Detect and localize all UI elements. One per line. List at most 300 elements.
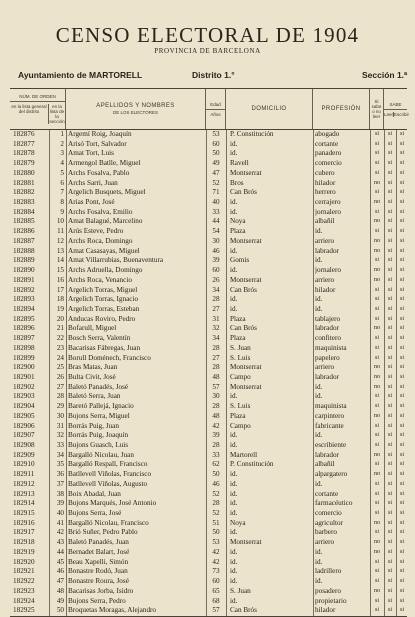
- row-name: Batllevell Viñolas, Francisco: [68, 470, 152, 479]
- row-name: Argelich Torras, Ignacio: [68, 295, 139, 304]
- row-sabe-leer: si: [374, 131, 379, 137]
- row-num-general: 182884: [13, 207, 35, 216]
- row-num-general: 182925: [13, 606, 35, 615]
- table-row: [10, 217, 407, 227]
- row-leer: si: [387, 510, 392, 517]
- row-leer: si: [387, 529, 392, 536]
- row-num-seccion: 20: [56, 314, 64, 323]
- table-header: [10, 89, 410, 130]
- row-profesion: posadero: [315, 586, 341, 595]
- row-num-seccion: 44: [56, 547, 64, 556]
- row-escribir: si: [399, 305, 404, 312]
- row-profesion: maquinista: [315, 343, 347, 352]
- row-num-seccion: 34: [56, 450, 64, 459]
- row-num-seccion: 27: [56, 382, 64, 391]
- row-profesion: id.: [315, 227, 323, 236]
- table-row: [10, 460, 407, 470]
- row-leer: si: [387, 267, 392, 274]
- row-escribir: si: [399, 208, 404, 215]
- row-name: Bernadet Balart, José: [68, 547, 130, 556]
- row-escribir: si: [399, 451, 404, 458]
- row-num-general: 182876: [13, 130, 35, 138]
- row-sabe-leer: si: [374, 393, 379, 400]
- row-profesion: maquinista: [315, 402, 347, 411]
- row-domicilio: P. Constitución: [230, 130, 274, 138]
- table-row: [10, 558, 407, 568]
- row-domicilio: id.: [230, 431, 238, 440]
- row-age: 71: [212, 188, 220, 197]
- row-num-seccion: 21: [56, 324, 64, 333]
- row-name: Bargalló Nicolau, Juan: [68, 450, 134, 459]
- row-domicilio: Martorell: [230, 450, 258, 459]
- row-escribir: si: [399, 558, 404, 565]
- row-leer: si: [387, 490, 392, 497]
- row-profesion: arriero: [315, 363, 335, 372]
- row-name: Borull Doménech, Francisco: [68, 353, 151, 362]
- table-row: [10, 509, 407, 519]
- row-escribir: si: [399, 383, 404, 390]
- row-age: 47: [212, 168, 220, 177]
- row-profesion: hilador: [315, 606, 336, 615]
- row-num-general: 182888: [13, 246, 35, 255]
- row-profesion: id.: [315, 382, 323, 391]
- row-leer: si: [387, 393, 392, 400]
- row-escribir: si: [399, 529, 404, 536]
- row-num-seccion: 6: [60, 178, 64, 187]
- table-row: [10, 528, 407, 538]
- row-num-general: 182913: [13, 489, 35, 498]
- row-leer: si: [387, 325, 392, 332]
- row-num-general: 182923: [13, 586, 35, 595]
- row-escribir: si: [399, 548, 404, 555]
- row-leer: si: [387, 597, 392, 604]
- table-row: [10, 441, 407, 451]
- row-escribir: si: [399, 296, 404, 303]
- row-num-seccion: 11: [57, 227, 64, 236]
- row-age: 46: [212, 246, 220, 255]
- table-row: [10, 305, 407, 315]
- row-age: 32: [212, 324, 220, 333]
- row-name: Bosch Serra, Valentín: [68, 334, 131, 343]
- row-name: Amat Balagué, Marcelino: [68, 217, 143, 226]
- row-profesion: comercio: [315, 159, 342, 168]
- row-domicilio: Can Brós: [230, 324, 257, 333]
- row-escribir: si: [399, 218, 404, 225]
- row-domicilio: id.: [230, 470, 238, 479]
- table-row: [10, 392, 407, 402]
- row-age: 34: [212, 334, 220, 343]
- row-num-general: 182918: [13, 538, 35, 547]
- table-row: [10, 363, 407, 373]
- row-num-seccion: 9: [60, 207, 64, 216]
- table-row: [10, 130, 407, 140]
- row-num-seccion: 18: [56, 295, 64, 304]
- row-age: 28: [212, 363, 220, 372]
- row-profesion: id.: [315, 557, 323, 566]
- row-profesion: farmacéutico: [315, 499, 353, 508]
- header-sabe-leer-short: Leer: [384, 111, 394, 117]
- row-age: 34: [212, 285, 220, 294]
- row-escribir: si: [399, 607, 404, 614]
- row-domicilio: S. Luis: [230, 353, 251, 362]
- table-row: [10, 548, 407, 558]
- row-domicilio: Montserrat: [230, 382, 262, 391]
- row-name: Bujons Marqués, José Antonio: [68, 499, 157, 508]
- row-escribir: si: [399, 373, 404, 380]
- row-num-general: 182909: [13, 450, 35, 459]
- row-profesion: cortante: [315, 139, 339, 148]
- row-name: Amat Casasayas, Miguel: [68, 246, 140, 255]
- row-escribir: si: [399, 247, 404, 254]
- row-domicilio: Can Brós: [230, 606, 257, 615]
- row-num-general: 182898: [13, 343, 35, 352]
- row-num-general: 182896: [13, 324, 35, 333]
- row-leer: si: [387, 412, 392, 419]
- ayuntamiento-label: Ayuntamiento de MARTORELL: [18, 70, 143, 80]
- row-domicilio: Can Brós: [230, 188, 257, 197]
- row-num-general: 182889: [13, 256, 35, 265]
- row-name: Amat Villarrubias, Buenaventura: [68, 256, 164, 265]
- row-name: Broquetas Moragas, Alejandro: [68, 606, 157, 615]
- row-profesion: carpintero: [315, 411, 345, 420]
- row-num-seccion: 33: [56, 441, 64, 449]
- row-num-seccion: 26: [56, 372, 64, 381]
- row-age: 68: [212, 596, 220, 605]
- header-age-bottom: Años: [210, 111, 221, 117]
- row-num-general: 182895: [13, 314, 35, 323]
- header-sabe-top: SABE: [389, 101, 402, 107]
- row-num-seccion: 46: [56, 567, 64, 576]
- row-name: Bargalló Nicolau, Francisco: [68, 518, 149, 527]
- row-sabe-leer: si: [374, 529, 379, 536]
- row-profesion: jornalero: [315, 207, 341, 216]
- row-age: 50: [212, 528, 220, 537]
- row-name: Bujons Serra, Pedro: [68, 596, 126, 605]
- table-row: [10, 422, 407, 432]
- row-leer: si: [387, 160, 392, 167]
- row-num-general: 182906: [13, 421, 35, 430]
- row-name: Archs Roca, Domingo: [68, 236, 133, 245]
- row-profesion: arriero: [315, 275, 335, 284]
- row-leer: si: [387, 471, 392, 478]
- row-name: Argelich Busquets, Miguel: [68, 188, 146, 197]
- row-age: 51: [212, 518, 220, 527]
- row-name: Bujons Serra, José: [68, 509, 122, 518]
- row-domicilio: id.: [230, 596, 238, 605]
- row-num-general: 182904: [13, 402, 35, 411]
- distrito-label: Distrito 1.°: [192, 70, 235, 80]
- row-sabe-leer: si: [374, 558, 379, 565]
- row-domicilio: Noya: [230, 217, 246, 226]
- row-domicilio: id.: [230, 489, 238, 498]
- row-escribir: si: [399, 461, 404, 468]
- row-leer: si: [387, 451, 392, 458]
- row-num-general: 182914: [13, 499, 35, 508]
- page-subtitle: PROVINCIA DE BARCELONA: [154, 47, 261, 55]
- header-num-orden: [10, 89, 66, 129]
- row-num-general: 182911: [13, 470, 35, 479]
- row-name: Archs Fosalva, Pablo: [68, 168, 130, 177]
- row-leer: si: [387, 607, 392, 614]
- row-name: Arús Esteve, Pedro: [68, 227, 124, 236]
- row-num-general: 182894: [13, 304, 35, 313]
- header-age-top: Edad: [210, 101, 221, 107]
- row-num-general: 182877: [13, 139, 35, 148]
- row-domicilio: id.: [230, 392, 238, 401]
- seccion-label: Sección 1.ª: [362, 70, 408, 80]
- row-escribir: si: [399, 237, 404, 244]
- row-name: Beau Xapelli, Simón: [68, 557, 129, 566]
- row-sabe-leer: si: [374, 403, 379, 410]
- table-row: [10, 188, 407, 198]
- header-num-orden-label: NÚM. DE ORDEN: [19, 94, 56, 99]
- page-title: CENSO ELECTORAL DE 1904: [55, 23, 360, 47]
- row-name: Bofarull, Miguel: [68, 324, 117, 333]
- row-leer: si: [387, 140, 392, 147]
- row-leer: si: [387, 548, 392, 555]
- row-domicilio: id.: [230, 198, 238, 207]
- row-leer: si: [387, 558, 392, 565]
- row-num-seccion: 19: [56, 304, 64, 313]
- table-row: [10, 519, 407, 529]
- row-leer: si: [387, 169, 392, 176]
- table-row: [10, 247, 407, 257]
- row-num-general: 182883: [13, 198, 35, 207]
- row-sabe-leer: si: [374, 335, 379, 342]
- row-profesion: cerrajero: [315, 198, 341, 207]
- row-num-seccion: 13: [56, 246, 64, 255]
- row-num-seccion: 24: [56, 353, 64, 362]
- row-escribir: si: [399, 257, 404, 264]
- row-domicilio: Campo: [230, 372, 251, 381]
- row-age: 52: [212, 489, 220, 498]
- row-num-general: 182902: [13, 382, 35, 391]
- row-escribir: si: [399, 354, 404, 361]
- row-leer: si: [387, 208, 392, 215]
- table-row: [10, 140, 407, 150]
- row-name: Baletó Serra, Juan: [68, 392, 121, 401]
- row-leer: si: [387, 179, 392, 186]
- row-leer: si: [387, 432, 392, 439]
- row-sabe-leer: no: [374, 325, 380, 332]
- row-profesion: id.: [315, 304, 323, 313]
- row-sabe-leer: si: [374, 442, 379, 448]
- row-num-seccion: 14: [56, 256, 64, 265]
- row-age: 33: [212, 450, 220, 459]
- row-profesion: cubero: [315, 168, 335, 177]
- row-name: Bulta Civit, José: [68, 372, 116, 381]
- row-name: Bras Matas, Juan: [68, 363, 118, 372]
- row-sabe-leer: no: [374, 383, 380, 390]
- table-row: [10, 286, 407, 296]
- row-sabe-leer: no: [374, 373, 380, 380]
- table-row: [10, 198, 407, 208]
- row-domicilio: Can Brós: [230, 285, 257, 294]
- row-name: Bonastre Roura, José: [68, 577, 129, 586]
- header-name: [66, 89, 206, 129]
- row-num-seccion: 16: [56, 275, 64, 284]
- row-num-general: 182907: [13, 431, 35, 440]
- row-sabe-leer: si: [374, 286, 379, 293]
- row-name: Argelich Torras, Esteban: [68, 304, 140, 313]
- row-age: 40: [212, 198, 220, 207]
- row-domicilio: P. Constitución: [230, 460, 274, 469]
- row-age: 28: [212, 402, 220, 411]
- row-profesion: barbero: [315, 528, 337, 537]
- row-num-general: 182880: [13, 168, 35, 177]
- row-profesion: abogado: [315, 130, 340, 138]
- row-leer: si: [387, 199, 392, 206]
- row-age: 39: [212, 256, 220, 265]
- row-age: 42: [212, 547, 220, 556]
- table-row: [10, 334, 407, 344]
- row-num-general: 182917: [13, 528, 35, 537]
- table-row: [10, 266, 407, 276]
- header-name-line1: APELLIDOS Y NOMBRES: [96, 103, 175, 109]
- row-sabe-leer: si: [374, 568, 379, 575]
- row-profesion: panadero: [315, 149, 342, 158]
- row-profesion: labrador: [315, 450, 339, 459]
- row-escribir: si: [399, 315, 404, 322]
- row-escribir: si: [399, 519, 404, 526]
- row-profesion: fabricante: [315, 421, 344, 430]
- table-row: [10, 451, 407, 461]
- row-leer: si: [387, 150, 392, 157]
- row-domicilio: id.: [230, 304, 238, 313]
- row-escribir: si: [399, 490, 404, 497]
- row-escribir: si: [399, 422, 404, 429]
- row-sabe-leer: no: [374, 247, 380, 254]
- row-name: Bujons Guasch, Luis: [68, 441, 129, 449]
- row-num-seccion: 29: [56, 402, 64, 411]
- table-row: [10, 412, 407, 422]
- row-profesion: tablajero: [315, 314, 341, 323]
- row-escribir: si: [399, 568, 404, 575]
- row-num-general: 182890: [13, 266, 35, 275]
- row-leer: si: [387, 276, 392, 283]
- row-domicilio: id.: [230, 499, 238, 508]
- row-num-seccion: 4: [60, 159, 64, 168]
- row-domicilio: Montserrat: [230, 275, 262, 284]
- row-escribir: si: [399, 189, 404, 196]
- row-age: 57: [212, 382, 220, 391]
- row-name: Bacarisas Fábregas, Juan: [68, 343, 141, 352]
- table-row: [10, 354, 407, 364]
- row-num-general: 182912: [13, 479, 35, 488]
- row-age: 26: [212, 275, 220, 284]
- row-leer: si: [387, 578, 392, 585]
- row-sabe-leer: si: [374, 189, 379, 196]
- row-domicilio: id.: [230, 139, 238, 148]
- row-profesion: id.: [315, 295, 323, 304]
- row-sabe-leer: si: [374, 140, 379, 147]
- table-row: [10, 597, 407, 607]
- row-num-general: 182891: [13, 275, 35, 284]
- row-escribir: si: [399, 539, 404, 546]
- row-age: 39: [212, 431, 220, 440]
- table-row: [10, 567, 407, 577]
- row-sabe-leer: si: [374, 160, 379, 167]
- row-age: 54: [212, 227, 220, 236]
- row-name: Bacarisas Jorba, Isidro: [68, 586, 134, 595]
- row-leer: si: [387, 257, 392, 264]
- row-name: Archs Adruella, Domingo: [68, 266, 143, 275]
- row-escribir: si: [399, 597, 404, 604]
- row-sabe-leer: no: [374, 548, 380, 555]
- header-sabe-leer: [370, 89, 384, 129]
- row-age: 60: [212, 266, 220, 275]
- row-escribir: si: [399, 169, 404, 176]
- row-profesion: alpargatero: [315, 470, 348, 479]
- row-profesion: jornalero: [315, 266, 341, 275]
- row-num-seccion: 41: [56, 518, 64, 527]
- row-profesion: albañil: [315, 217, 335, 226]
- row-sabe-leer: no: [374, 539, 380, 546]
- table-row: [10, 149, 407, 159]
- row-num-seccion: 50: [56, 606, 64, 615]
- row-profesion: id.: [315, 256, 323, 265]
- row-domicilio: id.: [230, 557, 238, 566]
- row-sabe-leer: si: [374, 597, 379, 604]
- row-escribir: si: [399, 403, 404, 410]
- row-num-seccion: 12: [56, 236, 64, 245]
- row-escribir: si: [399, 140, 404, 147]
- row-domicilio: Montserrat: [230, 168, 262, 177]
- row-escribir: si: [399, 325, 404, 332]
- row-name: Arisó Tort, Salvador: [68, 139, 127, 148]
- row-escribir: si: [399, 442, 404, 448]
- row-age: 33: [212, 207, 220, 216]
- row-name: Batllevell Viñolas, Augusto: [68, 479, 148, 488]
- row-num-seccion: 2: [60, 139, 64, 148]
- row-sabe-leer: si: [374, 150, 379, 157]
- table-row: [10, 179, 407, 189]
- row-num-general: 182905: [13, 411, 35, 420]
- row-name: Bujons Serra, Miguel: [68, 411, 130, 420]
- row-profesion: papelero: [315, 353, 340, 362]
- row-age: 73: [212, 567, 220, 576]
- row-escribir: si: [399, 364, 404, 371]
- row-sabe-leer: si: [374, 480, 379, 487]
- row-num-seccion: 28: [56, 392, 64, 401]
- row-age: 48: [212, 372, 220, 381]
- row-sabe-leer: no: [374, 276, 380, 283]
- row-profesion: labrador: [315, 324, 339, 333]
- row-name: Argelich Torras, Miguel: [68, 285, 138, 294]
- row-profesion: arriero: [315, 236, 335, 245]
- table-row: [10, 208, 407, 218]
- row-profesion: agricultor: [315, 518, 343, 527]
- row-leer: si: [387, 286, 392, 293]
- header-sabe: [384, 89, 410, 129]
- row-escribir: si: [399, 587, 404, 594]
- row-name: Baretó Pallejá, Ignacio: [68, 402, 134, 411]
- row-profesion: id.: [315, 479, 323, 488]
- table-row: [10, 606, 407, 616]
- row-num-general: 182910: [13, 460, 35, 469]
- header-profesion: [313, 89, 370, 129]
- row-num-seccion: 17: [56, 285, 64, 294]
- row-escribir: si: [399, 179, 404, 186]
- row-age: 50: [212, 470, 220, 479]
- row-domicilio: id.: [230, 528, 238, 537]
- row-leer: si: [387, 519, 392, 526]
- row-age: 62: [212, 460, 220, 469]
- row-sabe-leer: si: [374, 432, 379, 439]
- row-domicilio: S. Juan: [230, 586, 251, 595]
- row-escribir: si: [399, 286, 404, 293]
- row-domicilio: Plaza: [230, 227, 246, 236]
